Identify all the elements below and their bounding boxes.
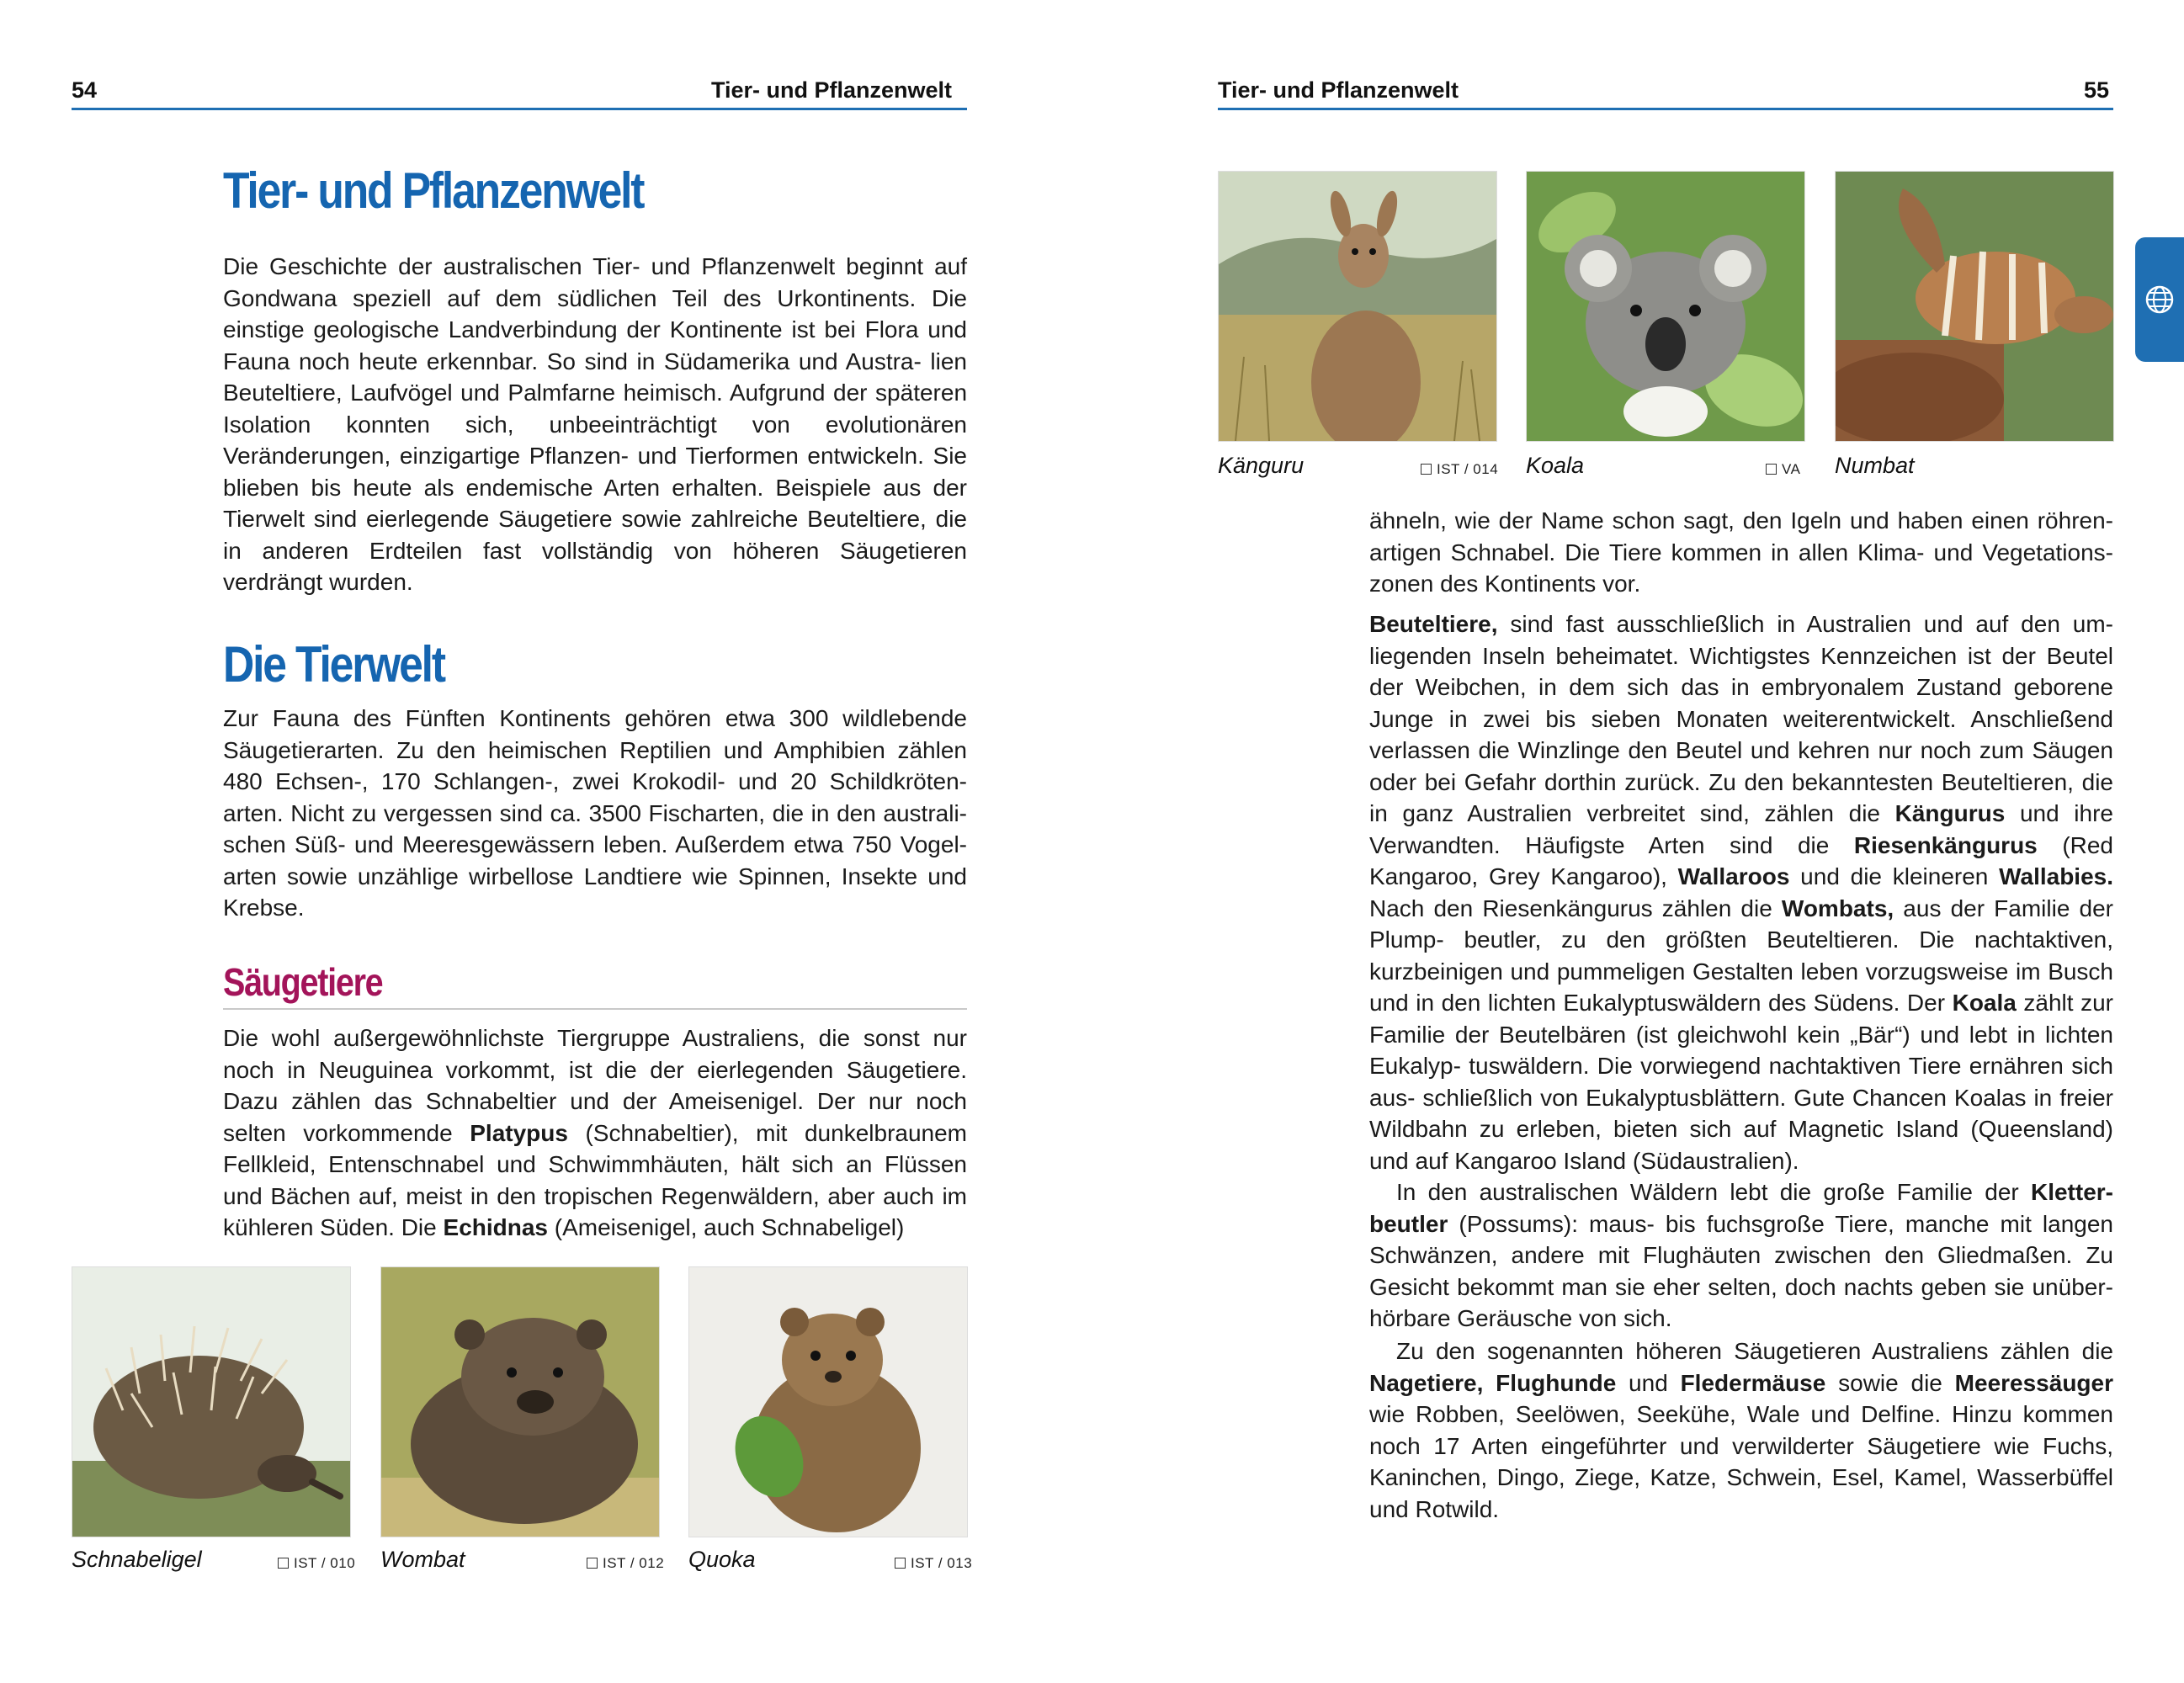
line: arten. Nicht zu vergessen sind ca. 3500 Fischarten, die in den australi- <box>223 799 967 826</box>
keyword-echidnas: Echidnas <box>443 1214 548 1240</box>
line: verdrängt wurden. <box>223 569 413 595</box>
credit-text: IST / 014 <box>1437 461 1499 477</box>
line: und Bächen auf, meist in den tropischen Regenwäldern, aber auch <box>223 1182 934 1209</box>
credit-box-icon <box>587 1558 598 1569</box>
caption-echidna: Schnabeligel <box>72 1547 202 1572</box>
line: noch in Neuguinea vorkommt, ist die der eierlegenden Säugetiere. <box>223 1056 967 1083</box>
line: und <box>1616 1369 1681 1396</box>
credit-box-icon <box>1766 464 1777 475</box>
section-title: Die Tierwelt <box>223 636 444 693</box>
credit-text: IST / 010 <box>294 1555 356 1571</box>
line: lien Beuteltiere, Laufvögel und Palmfarne heimisch. Aufgrund der <box>223 348 967 406</box>
line: ähneln, wie der Name schon sagt, den Igeln und haben einen röhren- <box>1369 507 2113 534</box>
line: (Possums): maus- bis fuchsgroße Tiere, manche mit langen <box>1448 1210 2113 1237</box>
subsection-title: Säugetiere <box>223 960 383 1004</box>
line: Nach den <box>1369 895 1474 921</box>
line: der Tierwelt sind eierlegende Säugetiere sowie zahlreiche Beuteltiere, <box>223 474 967 532</box>
higher-mammals-paragraph <box>1369 1335 2113 1525</box>
credit-koala <box>1766 461 1800 478</box>
line: Gesicht bekommt man sie eher selten, doch nachts geben sie unüber- <box>1369 1273 2113 1300</box>
keyword-fledermaeuse: Fledermäuse <box>1680 1369 1826 1396</box>
photo-echidna <box>72 1266 351 1537</box>
line: zählt zur Familie <box>1369 990 2113 1048</box>
line: Zur Fauna des Fünften Kontinents gehören etwa 300 wildlebende <box>223 705 967 731</box>
caption-wombat: Wombat <box>380 1547 465 1572</box>
line: Gondwana speziell auf dem südlichen Teil des Urkontinents. Die <box>223 284 967 311</box>
credit-text: VA <box>1782 461 1801 477</box>
caption-quokka: Quoka <box>688 1547 756 1572</box>
line: und Rotwild. <box>1369 1495 1500 1522</box>
page-number-right: 55 <box>2084 77 2110 103</box>
credit-kangaroo <box>1421 461 1498 478</box>
line: wie Robben, Seelöwen, Seekühe, Wale und Delfine. Hinzu kommen <box>1369 1401 2113 1427</box>
line: tuswäldern. Die vorwiegend nachtaktiven Tiere ernähren sich aus- <box>1369 1053 2113 1111</box>
page-number-left: 54 <box>72 77 98 103</box>
line: artigen Schnabel. Die Tiere kommen in allen Klima- und Vegetations- <box>1369 539 2113 565</box>
line: lichten Eukalyptuswäldern des Südens. Der <box>1487 990 1953 1016</box>
keyword-riesenkangurus: Riesenkängurus <box>1853 831 2038 858</box>
line: Riesenkängurus zählen die <box>1482 895 1782 921</box>
line: schließlich von Eukalyptusblättern. Gute Chancen Koalas in freier <box>1422 1084 2113 1111</box>
line: im kühleren Süden. Die <box>223 1182 967 1240</box>
line: Junge in zwei bis sieben Monaten weiterentwickelt. Anschließend <box>1369 705 2113 732</box>
keyword-beutler: beutler <box>1369 1210 1448 1237</box>
line: noch 17 Arten eingeführter und verwilderter Säugetiere wie Fuchs, <box>1369 1432 2113 1459</box>
line: Fellkleid, Entenschnabel und Schwimmhäuten, hält sich an Flüssen <box>223 1151 967 1177</box>
keyword-wombats: Wombats, <box>1781 895 1894 921</box>
line: Wildbahn zu erleben, bieten sich auf Magnetic Island (Queensland) und <box>1369 1116 2113 1174</box>
photo-numbat <box>1835 171 2114 442</box>
line: zonen des Kontinents vor. <box>1369 571 1641 597</box>
keyword-platypus: Platypus <box>470 1119 568 1146</box>
line: auf Kangaroo Island (Südaustralien). <box>1415 1147 1799 1174</box>
line: arten sowie unzählige wirbellose Landtiere wie Spinnen, Insekte und <box>223 863 967 889</box>
line: Die wohl außergewöhnlichste Tiergruppe Australiens, die sonst nur <box>223 1025 967 1051</box>
keyword-nagetiere: Nagetiere, Flughunde <box>1369 1369 1617 1396</box>
line: In den australischen Wäldern lebt die große Familie der <box>1396 1179 2031 1205</box>
line: sowie die <box>1825 1369 1955 1396</box>
keyword-kletter: Kletter- <box>2030 1179 2113 1205</box>
line: Krebse. <box>223 895 305 921</box>
keyword-kangurus: Kängurus <box>1894 800 2006 826</box>
photo-quokka <box>688 1266 968 1537</box>
line: Säugetierarten. Zu den heimischen Reptilien und Amphibien zählen <box>223 736 967 763</box>
line: Zu den sogenannten höheren Säugetieren Australiens zählen die <box>1396 1338 2113 1364</box>
fauna-paragraph <box>223 703 967 924</box>
keyword-wallabies: Wallabies. <box>1999 863 2114 889</box>
line: hörbare Geräusche von sich. <box>1369 1305 1672 1331</box>
line: Schwänzen, andere mit Flughäuten zwischen den Gliedmaßen. Zu <box>1369 1242 2113 1268</box>
running-head-left: Tier- und Pflanzenwelt <box>711 77 953 103</box>
line: schen Süß- und Meeresgewässern leben. Außerdem etwa 750 Vogel- <box>223 831 967 857</box>
line: die in anderen Erdteilen fast vollständig von höheren Säugetieren <box>223 506 967 564</box>
line: oder bei Gefahr dorthin zurück. Zu den bekanntesten Beuteltieren, <box>1369 768 2074 795</box>
credit-text: IST / 012 <box>603 1555 665 1571</box>
continued-paragraph <box>1369 505 2113 600</box>
credit-box-icon <box>1421 464 1432 475</box>
line: und pummeligen Gestalten leben vorzugsweise im Busch und in den <box>1369 958 2114 1016</box>
photo-koala <box>1526 171 1805 442</box>
possums-paragraph <box>1369 1176 2113 1335</box>
keyword-meeressaeuger: Meeressäuger <box>1954 1369 2114 1396</box>
running-head-right: Tier- und Pflanzenwelt <box>1218 77 1459 103</box>
line: (Red Kangaroo, <box>1369 831 2114 889</box>
header-rule-left <box>72 108 967 110</box>
credit-quokka <box>895 1555 972 1572</box>
line: Kaninchen, Dingo, Ziege, Katze, Schwein, Esel, Kamel, Wasserbüffel <box>1369 1464 2113 1490</box>
line: Veränderungen, einzigartige Pflanzen- und Tierformen entwickeln. <box>223 443 924 469</box>
line: Verwandten. Häufigste Arten sind die <box>1369 831 1854 858</box>
line: (Ameisenigel, auch Schnabeligel) <box>548 1214 905 1240</box>
credit-box-icon <box>895 1558 906 1569</box>
line: sind fast ausschließlich in Australien und auf den um- <box>1497 611 2113 637</box>
line: einstige geologische Landverbindung der Kontinente ist bei Flora <box>223 316 919 342</box>
chapter-tab <box>2135 237 2184 362</box>
marsupials-paragraph <box>1369 608 2113 1176</box>
line: die in ganz Australien verbreitet sind, zählen die <box>1369 768 2114 826</box>
keyword-beuteltiere: Beuteltiere, <box>1369 611 1498 637</box>
caption-kangaroo: Känguru <box>1218 453 1305 478</box>
keyword-wallaroos: Wallaroos <box>1677 863 1790 889</box>
line: und ihre <box>2005 800 2113 826</box>
line: Grey Kangaroo), <box>1488 863 1678 889</box>
photo-wombat <box>380 1266 660 1537</box>
line: späteren Isolation konnten sich, unbeeinträchtigt von evolutionären <box>223 380 968 438</box>
intro-paragraph <box>223 251 967 598</box>
credit-text: IST / 013 <box>911 1555 973 1571</box>
line: (Schnabeltier), mit dunkelbraunem <box>567 1119 968 1146</box>
credit-box-icon <box>278 1558 289 1569</box>
line: selten vorkommende <box>223 1119 470 1146</box>
line: 480 Echsen-, 170 Schlangen-, zwei Krokodil- und 20 Schildkröten- <box>223 768 967 794</box>
line: beutler, zu den größten Beuteltieren. Die nachtaktiven, kurzbeinigen <box>1369 926 2113 985</box>
line: der Beutelbären (ist gleichwohl kein „Bär“) und lebt in lichten Eukalyp- <box>1369 1021 2113 1079</box>
credit-echidna <box>278 1555 355 1572</box>
line: und Fauna noch heute erkennbar. So sind in Südamerika und Austra- <box>223 316 967 374</box>
line: aus der Familie der Plump- <box>1369 895 2113 953</box>
line: Die Geschichte der australischen Tier- und Pflanzenwelt beginnt auf <box>223 253 967 279</box>
line: Sie blieben bis heute als endemische Arten erhalten. Beispiele aus <box>223 443 967 501</box>
keyword-koala: Koala <box>1952 990 2017 1016</box>
line: Dazu zählen das Schnabeltier und der Ameisenigel. Der nur noch <box>223 1088 967 1114</box>
caption-numbat: Numbat <box>1835 453 1915 478</box>
subsection-rule <box>223 1008 967 1010</box>
line: liegenden Inseln beheimatet. Wichtigstes Kennzeichen ist der Beutel <box>1369 642 2113 669</box>
line: verlassen die Winzlinge den Beutel und kehren nur noch zum Säugen <box>1369 737 2113 763</box>
credit-wombat <box>587 1555 664 1572</box>
caption-koala: Koala <box>1526 453 1585 478</box>
line: der Weibchen, in dem sich das in embryonalem Zustand geborene <box>1369 674 2113 700</box>
photo-kangaroo <box>1218 171 1497 442</box>
mammals-paragraph <box>223 1022 967 1244</box>
header-rule-right <box>1218 108 2113 110</box>
line: und die kleineren <box>1789 863 2000 889</box>
chapter-title: Tier- und Pflanzenwelt <box>223 162 644 219</box>
globe-icon <box>2143 283 2176 316</box>
